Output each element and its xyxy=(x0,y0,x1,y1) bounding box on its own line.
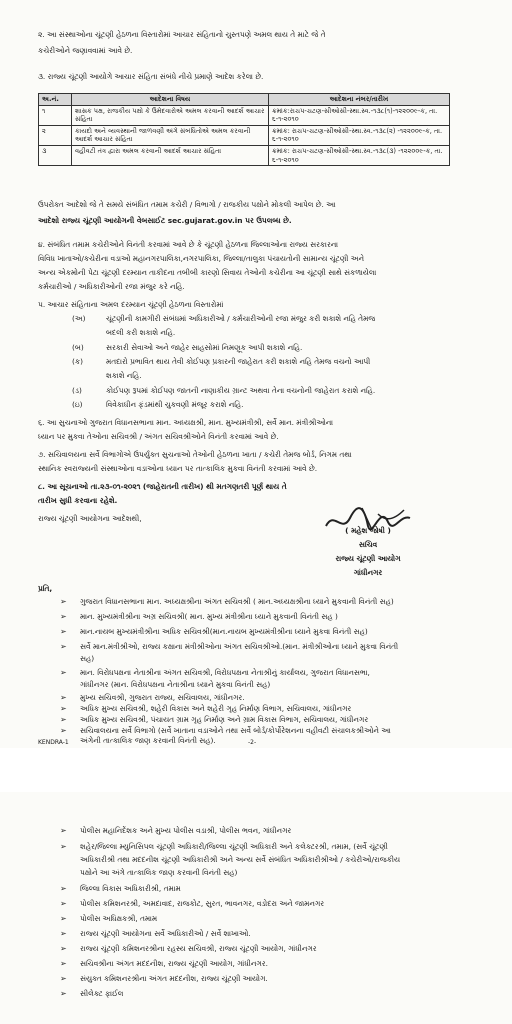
para-5-item-text: ચૂંટણીની કામગીરી સંબંધમાં અધિકારીઓ / કર્મચારીઓની રજા મંજુર કરી શકાશે નહિ તેમજ xyxy=(106,314,376,323)
para-4-line-3: અન્ય એકમોની પેટા ચૂંટણી દરમ્યાન તાકીદના તબીબી કારણો સિવાય તેઓની કચેરીના આ ચૂંટણી સાથે સંકળાયેલા xyxy=(38,268,377,277)
row-serial: ૩ xyxy=(39,145,72,165)
recipient-line: અધિકારીશ્રી તથા મદદનીશ ચૂંટણી અધિકારીશ્રી અને અન્ય સર્વે સંબંધિત અધિકારીશ્રીઓ / કચેરીઓ/રાજકીય xyxy=(80,855,401,864)
arrow-bullet-icon: ➢ xyxy=(60,929,67,938)
document-page-2 xyxy=(0,792,512,1024)
recipient-line: માન. મુખ્યમંત્રીશ્રીના અગ્ર સચિવશ્રી( માન. મુખ્ય મંત્રીશ્રીના ધ્યાને મુકવાની વિનંતી સહ ) xyxy=(80,612,338,621)
arrow-bullet-icon: ➢ xyxy=(60,826,67,835)
recipient-line: સંયુક્ત કમિશનરશ્રીના અંગત મદદનીશ, રાજ્ય ચૂંટણી આયોગ. xyxy=(80,974,268,983)
arrow-bullet-icon: ➢ xyxy=(60,884,67,893)
table-header-row xyxy=(39,94,450,106)
arrow-bullet-icon: ➢ xyxy=(60,642,67,651)
order-by-line: રાજ્ય ચૂંટણી આયોગના આદેશથી, xyxy=(38,514,142,523)
prati-label: પ્રતિ, xyxy=(38,584,53,593)
row-order: ક્રમાંક: રાચપ-ચટણ-સીઓસી-સ્થા.સ્વ.-૧૩૮(૩) -૧૨૨૦૦૯-ક, તા. ૬-૧-૨૦૧૦ xyxy=(269,145,450,165)
recipient-line: માન. વિરોધપક્ષના નેતાશ્રીના અંગત સચિવશ્રી, વિરોધપક્ષના નેતાશ્રીનું કાર્યાલય, ગુજરાત વિધાનસભા, xyxy=(80,668,370,677)
recipient-line: સર્વે માન.મંત્રીશ્રીઓ, રાજ્ય કક્ષાના મંત્રીશ્રીઓના અંગત સચિવશ્રીઓ.(માન. મંત્રીશ્રીઓના ધ્યાને મુકવા વિનંતી xyxy=(80,642,399,651)
para-7-line-2: સ્થાનિક સ્વરાજ્યની સંસ્થાઓના વડાઓના ધ્યાન પર તાત્કાલિક મુકવા વિનંતી કરવામાં આવે છે. xyxy=(38,464,318,473)
para-4-line-4: કર્મચારીઓ / અધિકારીઓની રજા મંજુર કરે નહિ. xyxy=(38,282,185,291)
recipient-line: મુખ્ય સચિવશ્રી, ગુજરાત રાજ્ય, સચિવાલય, ગાંધીનગર. xyxy=(80,693,245,702)
signatory-name: ( મહેશ જોષી ) xyxy=(345,526,391,535)
recipient-line: અધિક મુખ્ય સચિવશ્રી, શહેરી વિકાસ અને શહેરી ગૃહ નિર્માણ વિભાગ, સચિવાલય, ગાંધીનગર xyxy=(80,704,352,713)
para-5-item-text: સરકારી સેવાઓ અને જાહેર સાહસોમાં નિમણૂક આપી શકાશે નહિ. xyxy=(106,343,303,352)
row-serial: ૧ xyxy=(39,105,72,125)
recipient-line: સચિવશ્રીના અંગત મદદનીશ, રાજ્ય ચૂંટણી આયોગ, ગાંધીનગર. xyxy=(80,959,268,968)
page-number: -2- xyxy=(248,739,257,746)
header-serial: અ.નં. xyxy=(39,94,72,106)
recipient-line: રાજ્ય ચૂંટણી કમિશનરશ્રીના રહસ્ય સચિવશ્રી, રાજ્ય ચૂંટણી આયોગ, ગાંધીનગર xyxy=(80,944,317,953)
para-7-line-1: ૭. સચિવાલયના સર્વે વિભાગોએ ઉપર્યુક્ત સુચનાઓ તેઓની હેઠળના ખાતા / કચેરી તેમજ બોર્ડ, નિગમ તથા xyxy=(38,450,352,459)
arrow-bullet-icon: ➢ xyxy=(60,989,67,998)
para-3: ૩. રાજ્ય ચૂંટણી આયોગે આચાર સંહિતા સંબંધે નીચે પ્રમાણે આદેશ કરેલા છે. xyxy=(38,72,264,81)
para-5-item-marker: (અ) xyxy=(72,314,86,323)
recipient-line: સીલેક્ટ ફાઈલ xyxy=(80,989,124,998)
arrow-bullet-icon: ➢ xyxy=(60,726,67,735)
arrow-bullet-icon: ➢ xyxy=(60,899,67,908)
arrow-bullet-icon: ➢ xyxy=(60,704,67,713)
arrow-bullet-icon: ➢ xyxy=(60,668,67,677)
arrow-bullet-icon: ➢ xyxy=(60,914,67,923)
para-5-item-text: મતદારો પ્રભાવિત થાય તેવી કોઈપણ પ્રકારની જાહેરાત કરી શકાશે નહિ તેમજ વચનો આપી xyxy=(106,357,371,366)
signatory-office: રાજ્ય ચૂંટણી આયોગ xyxy=(335,554,401,563)
recipient-line: રાજ્ય ચૂંટણી આયોગના સર્વે અધિકારીઓ / સર્વે શાખાઓ. xyxy=(80,929,251,938)
para-5-item-marker: (બ) xyxy=(72,343,84,352)
recipient-line: માન.નાયબ મુખ્યમંત્રીશ્રીના અધિક સચિવશ્રી(માન.નાયબ મુખ્યમંત્રીશ્રીના ધ્યાને મુકવા વિનંતી સહ) xyxy=(80,627,368,636)
row-subject: વહીવટી તંત્ર દ્વારા અમલ કરવાની આદર્શ આચાર સંહિતા xyxy=(72,145,269,165)
para-8-line-1: ૮. આ સૂચનાઓ તા.૨૩-૦૧-૨૦૨૧ (જાહેરાતની તારીખ) થી મતગણતરી પૂર્ણ થાય તે xyxy=(38,482,287,491)
row-order: ક્રમાંક: રાચપ-ચટણ-સીઓસી-સ્થા.સ્વ.-૧૩૮(૨) -૧૨૨૦૦૯-ક, તા. ૬-૧-૨૦૧૦ xyxy=(269,125,450,145)
recipient-line: જિલ્લા વિકાસ અધિકારીશ્રી, તમામ xyxy=(80,884,181,893)
arrow-bullet-icon: ➢ xyxy=(60,944,67,953)
table-row xyxy=(39,105,450,125)
arrow-bullet-icon: ➢ xyxy=(60,715,67,724)
para-2-line-1: ૨. આ સંસ્થાઓના ચૂંટણી હેઠળના વિસ્તારોમાં આચાર સંહિતાનો ચુસ્તપણે અમલ થાય તે માટે જે તે xyxy=(38,30,326,39)
arrow-bullet-icon: ➢ xyxy=(60,959,67,968)
recipient-line: પોલીસ કમિશનરશ્રી, અમદાવાદ, રાજકોટ, સુરત, ભાવનગર, વડોદરા અને જામનગર xyxy=(80,899,325,908)
para-5-item-text: વિવેકાધીન ફંડમાંથી ચુકવણી મંજૂર કરાશે નહિ. xyxy=(106,400,244,409)
para-4-line-2: વિવિધ ખાતાઓ/કચેરીના વડાઓ મહાનગરપાલિકા,નગરપાલિકા, જિલ્લા/તાલુકા પંચાયતોની સામાન્ય ચૂંટણી અને xyxy=(38,254,365,263)
recipient-line: પોલીસ અધિક્ષકશ્રી, તમામ xyxy=(80,914,158,923)
row-order: ક્રમાંક:રાચપ-ચટણ-સીઓસી-સ્થા.સ્વ.-૧૩૮(૧)-૧૨૨૦૦૯-ક, તા. ૬-૧-૨૦૧૦ xyxy=(269,105,450,125)
para-6-line-2: ધ્યાન પર મુકવા તેઓના સચિવશ્રી / અંગત સચિવશ્રીઓને વિનંતી કરવામાં આવે છે. xyxy=(38,432,279,441)
after-table-line-2: આદેશો રાજ્ય ચૂંટણી આયોગની વેબસાઈટ sec.gujarat.gov.in પર ઉપલબ્ધ છે. xyxy=(38,216,292,225)
footer-left-label: KENDRA-1 xyxy=(38,739,69,746)
recipient-line: સહ) xyxy=(80,654,95,663)
arrow-bullet-icon: ➢ xyxy=(60,597,67,606)
arrow-bullet-icon: ➢ xyxy=(60,693,67,702)
para-5-item-text: બદલી કરી શકાશે નહિ. xyxy=(106,328,176,337)
para-5-item-marker: (ડ) xyxy=(72,386,82,395)
arrow-bullet-icon: ➢ xyxy=(60,627,67,636)
row-serial: ૨ xyxy=(39,125,72,145)
para-5-item-text: શકાશે નહિ. xyxy=(106,371,142,380)
para-5-item-marker: (ઇ) xyxy=(72,400,83,409)
arrow-bullet-icon: ➢ xyxy=(60,612,67,621)
para-6-line-1: ૬. આ સુચનાઓ ગુજરાત વિધાનસભાના માન. અધ્યક્ષશ્રી, માન. મુખ્યમંત્રીશ્રી, સર્વે માન. મંત્રીશ્રીઓના xyxy=(38,418,334,427)
page-gap xyxy=(0,748,512,792)
after-table-line-1: ઉપરોક્ત આદેશો જે તે સમયે સંબંધિત તમામ કચેરી / વિભાગો / રાજકીય પક્ષોને મોકલી આપેલ છે. આ xyxy=(38,200,336,209)
arrow-bullet-icon: ➢ xyxy=(60,842,67,851)
signatory-title: સચિવ xyxy=(358,540,378,549)
para-8-line-2: તારીખ સુધી કરવાના રહેશે. xyxy=(38,496,118,505)
recipient-line: અંગેની તાત્કાલિક જાણ કરવાની વિનંતી સહ). xyxy=(80,736,216,745)
recipient-line: ગાંધીનગર (માન. વિરોધપક્ષના નેતાશ્રીના ધ્યાને મુકવા વિનંતી સહ) xyxy=(80,680,271,689)
recipient-line: પક્ષોને આ અંગે તાત્કાલિક જાણ કરવાની વિનંતી સહ) xyxy=(80,868,238,877)
recipient-line: શહેર/જિલ્લા મ્યુનિસિપલ ચૂંટણી અધિકારી/જિલ્લા ચૂંટણી અધિકારી અને કલેક્ટરશ્રી, તમામ, (સર્વે ચૂંટણી xyxy=(80,842,388,851)
table-row xyxy=(39,125,450,145)
orders-table xyxy=(38,93,450,166)
recipient-line: અધિક મુખ્ય સચિવશ્રી, પંચાયત ગ્રામ ગૃહ નિર્માણ અને ગ્રામ વિકાસ વિભાગ, સચિવાલય, ગાંધીનગર xyxy=(80,715,369,724)
para-5-item-marker: (ક) xyxy=(72,357,83,366)
recipient-line: ગુજરાત વિધાનસભાના માન. અધ્યક્ષશ્રીના અંગત સચિવશ્રી ( માન.અધ્યક્ષશ્રીના ધ્યાને મુકવાની વિનંતી સહ) xyxy=(80,597,394,606)
row-subject: શાસક પક્ષ, રાજકીય પક્ષો કે ઉમેદવારોએ અમલ કરવાની આદર્શ આચાર સંહિતા xyxy=(72,105,269,125)
recipient-line: પોલીસ મહાનિર્દેશક અને મુખ્ય પોલીસ વડાશ્રી, પોલીસ ભવન, ગાંધીનગર xyxy=(80,826,292,835)
para-2-line-2: કચેરીઓને જણાવવામાં આવે છે. xyxy=(38,46,133,55)
para-5-intro: ૫. આચાર સંહિતાના અમલ દરમ્યાન ચૂંટણી હેઠળના વિસ્તારોમાં xyxy=(38,300,224,309)
arrow-bullet-icon: ➢ xyxy=(60,974,67,983)
header-subject: આદેશના વિષય xyxy=(72,94,269,106)
table-row xyxy=(39,145,450,165)
header-order: આદેશના નંબર/તારીખ xyxy=(269,94,450,106)
para-4-line-1: ૪. સંબંધિત તમામ કચેરીઓને વિનંતી કરવામાં આવે છે કે ચૂંટણી હેઠળના જિલ્લાઓના રાજ્ય સરકારના xyxy=(38,240,339,249)
recipient-line: સચિવાલયના સર્વે વિભાગો (સર્વે ખાતાના વડાઓને તથા સર્વે બોર્ડ/કોર્પોરેશનના વહીવટી સંચાલકશ્રીઓને આ xyxy=(80,726,391,735)
signatory-city: ગાંધીનગર xyxy=(353,568,383,577)
row-subject: કાયદો અને વ્યવસ્થાની જાળવણી અંગે સંબંધિતોએ અમલ કરવાની આદર્શ આચાર સંહિતા xyxy=(72,125,269,145)
para-5-item-text: કોઈપણ રૂપમાં કોઈપણ જાતની નાણાકીય ગ્રાન્ટ અથવા તેના વચનોની જાહેરાત કરાશે નહિ. xyxy=(106,386,376,395)
